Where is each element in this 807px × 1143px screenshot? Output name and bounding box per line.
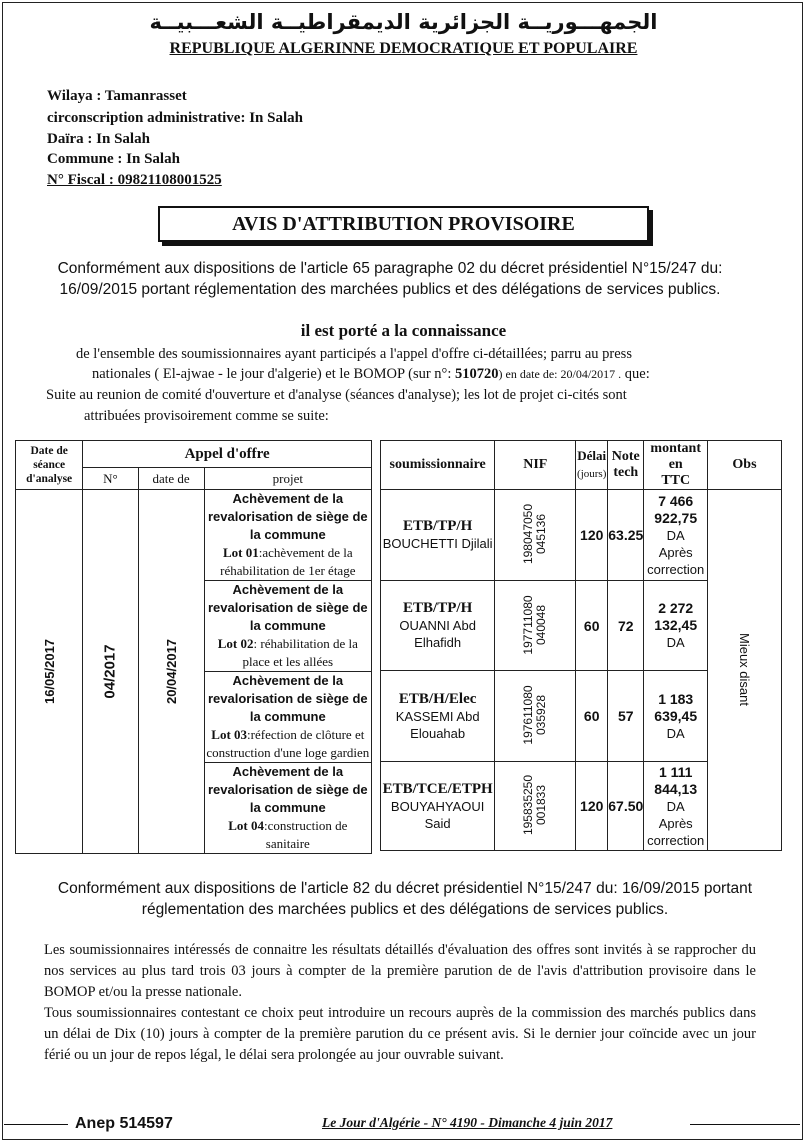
montant-row1: 7 466 922,75 DA Après correction (644, 490, 708, 581)
notice-title: AVIS D'ATTRIBUTION PROVISOIRE (158, 206, 649, 242)
delai-row4: 120 (576, 762, 608, 851)
newspaper-reference: Le Jour d'Algérie - N° 4190 - Dimanche 4 juin 2017 (322, 1115, 613, 1130)
commune-line: Commune : In Salah (47, 151, 180, 167)
date-seance-cell: 16/05/2017 (16, 490, 83, 854)
fiscal-number: N° Fiscal : 09821108001525 (47, 172, 222, 188)
legal-reference-intro: Conformément aux dispositions de l'article 65 paragraphe 02 du décret présidentiel N°15/247 du: 16/09/2015 portant réglementation des marchées publics et des délégations de services publics. (57, 260, 723, 298)
note-header: Note tech (608, 441, 644, 490)
soumissionnaire-row2: ETB/TP/H OUANNI Abd Elhafidh (381, 581, 495, 671)
offer-table-right (380, 440, 782, 851)
soumissionnaire-row4: ETB/TCE/ETPH BOUYAHYAOUI Said (381, 762, 495, 851)
footer-rule-left (4, 1124, 68, 1125)
montant-row3: 1 183 639,45 DA (644, 671, 708, 762)
arabic-republic-title: الجمهـــوريــة الجزائرية الديمقراطيــة الشعـــبيــة (149, 10, 658, 34)
wilaya-line: Wilaya : Tamanrasset (47, 88, 187, 104)
montant-header: montant en TTC (644, 441, 708, 490)
daira-line: Daïra : In Salah (47, 131, 150, 147)
soumissionnaire-header: soumissionnaire (381, 441, 495, 490)
offer-table-left (15, 440, 372, 854)
legal-reference-closing: Conformément aux dispositions de l'article 82 du décret présidentiel N°15/247 du: 16/09/2015 portant réglementation des marchées publics et des délégations de services publics. (57, 880, 753, 918)
republic-title: REPUBLIQUE ALGERINNE DEMOCRATIQUE ET POPULAIRE (169, 40, 638, 57)
delai-row1: 120 (576, 490, 608, 581)
ao-date-cell: 20/04/2017 (138, 490, 204, 854)
announcement-heading: il est porté a la connaissance (300, 321, 507, 340)
projet-cell-lot2: Achèvement de la revalorisation de siège de la commune Lot 02: réhabilitation de la place et les allées (204, 581, 371, 672)
soumissionnaire-row3: ETB/H/Elec KASSEMI Abd Elouahab (381, 671, 495, 762)
delai-row2: 60 (576, 581, 608, 671)
projet-header: projet (204, 468, 371, 490)
intro-line-1: de l'ensemble des soumissionnaires ayant participés a l'appel d'offre ci-détaillées; parru au press (76, 346, 632, 362)
nif-header: NIF (495, 441, 576, 490)
delai-row3: 60 (576, 671, 608, 762)
num-header: N° (83, 468, 138, 490)
footer-rule-right (690, 1124, 800, 1125)
nif-row3: 197611080 035928 (495, 671, 576, 762)
soumissionnaire-row1: ETB/TP/H BOUCHETTI Djilali (381, 490, 495, 581)
evaluation-results-paragraph: Les soumissionnaires intéressés de connaitre les résultats détaillés d'évaluation des offres sont invités à se rapprocher du nos services au plus tard trois 03 jours à compter de la première parution de de l'avis d'attribution provisoire dans le BOMOP et/ou la presse nationale. (44, 942, 756, 1000)
intro-line-4: attribuées provisoirement comme se suite: (84, 408, 329, 424)
delai-header: Délai (jours) (576, 441, 608, 490)
note-row1: 63.25 (608, 490, 644, 581)
intro-line-2: nationales ( El-ajwae - le jour d'algerie) et le BOMOP (sur n°: 510720) en date de: 20/04/2017 . que: (92, 366, 650, 382)
appel-offre-header: Appel d'offre (83, 441, 372, 468)
nif-row1: 198047050 045136 (495, 490, 576, 581)
date-de-header: date de (138, 468, 204, 490)
montant-row2: 2 272 132,45 DA (644, 581, 708, 671)
note-row3: 57 (608, 671, 644, 762)
nif-row4: 195835250 001833 (495, 762, 576, 851)
obs-header: Obs (707, 441, 781, 490)
ao-num-cell: 04/2017 (83, 490, 138, 854)
note-row2: 72 (608, 581, 644, 671)
circonscription-line: circonscription administrative: In Salah (47, 110, 303, 126)
montant-row4: 1 111 844,13 DA Après correction (644, 762, 708, 851)
date-seance-header: Date de séance d'analyse (16, 441, 83, 490)
projet-cell-lot1: Achèvement de la revalorisation de siège de la commune Lot 01:achèvement de la réhabilitation de 1er étage (204, 490, 371, 581)
note-row4: 67.50 (608, 762, 644, 851)
anep-reference: Anep 514597 (75, 1115, 173, 1132)
obs-cell: Mieux disant (707, 490, 781, 851)
recourse-paragraph: Tous soumissionnaires contestant ce choix peut introduire un recours auprès de la commission des marchés publics dans un délai de Dix (10) jours à compter de la première parution du ce présent avis. Si le dernier jour coïncide avec un jour férié ou un jour de repos légal, le délai sera prolongée au jour ouvrable suivant. (44, 1005, 756, 1063)
projet-cell-lot3: Achèvement de la revalorisation de siège de la commune Lot 03:réfection de clôture et construction d'une loge gardien (204, 672, 371, 763)
intro-line-3: Suite au reunion de comité d'ouverture et d'analyse (séances d'analyse); les lot de projet ci-cités sont (46, 387, 627, 403)
projet-cell-lot4: Achèvement de la revalorisation de siège de la commune Lot 04:construction de sanitaire (204, 763, 371, 854)
nif-row2: 197711080 040048 (495, 581, 576, 671)
